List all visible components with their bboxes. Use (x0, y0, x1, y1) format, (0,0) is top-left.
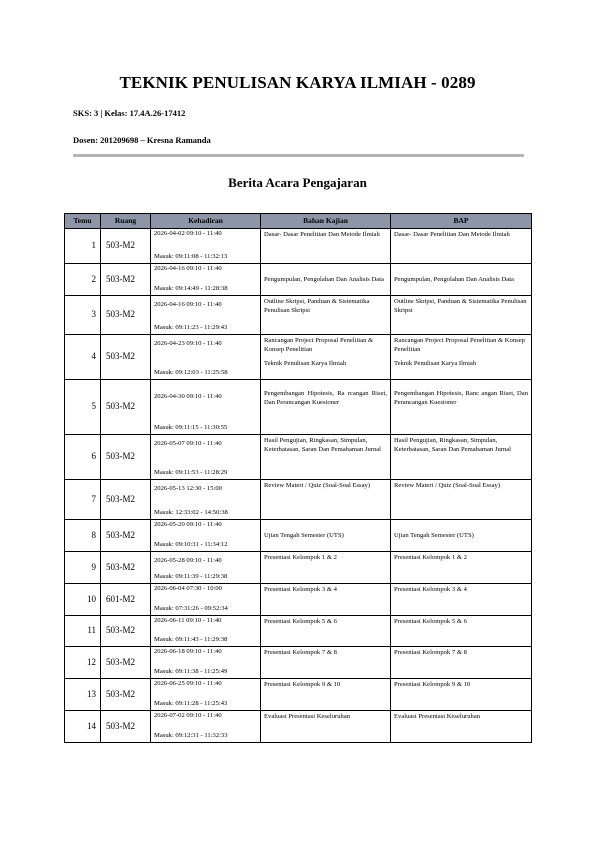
study-material: Hasil Pengujian, Ringkasan, Simpulan, Keterbatasan, Saran Dan Pemahaman Jurnal (261, 435, 391, 480)
room: 503-M2 (101, 264, 151, 296)
table-row (65, 552, 532, 584)
schedule-time: 2026-04-30 09:10 - 11:40 (154, 393, 222, 400)
bap-entry: Evaluasi Presentasi Keseluruhan (391, 711, 532, 743)
table-row (65, 711, 532, 743)
check-in-time: Masuk: 09:11:39 - 11:29:38 (154, 573, 228, 581)
check-in-time: Masuk: 09:14:49 - 11:28:38 (154, 285, 228, 293)
bap-entry (391, 264, 532, 296)
room: 503-M2 (101, 380, 151, 435)
bap-entry: Presentasi Kelompok 1 & 2 (391, 552, 532, 584)
schedule-time: 2026-04-23 09:10 - 11:40 (154, 340, 222, 347)
study-material (261, 264, 391, 296)
schedule-time: 2026-06-25 09:10 - 11:40 (154, 680, 222, 687)
column-header-bap: BAP (391, 214, 532, 229)
room: 503-M2 (101, 435, 151, 480)
study-material: Presentasi Kelompok 9 & 10 (261, 679, 391, 711)
table-row (65, 435, 532, 480)
attendance-cell (151, 679, 261, 711)
sks-class-line: SKS: 3 | Kelas: 17.4A.26-17412 (73, 108, 186, 118)
study-material: Evaluasi Presentasi Keseluruhan (261, 711, 391, 743)
bap-entry: Presentasi Kelompok 7 & 8 (391, 647, 532, 679)
room: 503-M2 (101, 335, 151, 380)
meeting-number: 13 (65, 679, 101, 711)
attendance-cell (151, 380, 261, 435)
room: 503-M2 (101, 552, 151, 584)
room: 503-M2 (101, 520, 151, 552)
check-in-time: Masuk: 09:11:28 - 11:25:43 (154, 700, 228, 708)
study-material: Presentasi Kelompok 3 & 4 (261, 584, 391, 616)
meeting-number: 5 (65, 380, 101, 435)
meeting-number: 9 (65, 552, 101, 584)
schedule-time: 2026-05-28 09:10 - 11:40 (154, 557, 222, 564)
check-in-time: Masuk: 09:11:43 - 11:29:38 (154, 636, 228, 644)
page-title: TEKNIK PENULISAN KARYA ILMIAH - 0289 (119, 73, 476, 92)
column-header-temu: Temu (65, 214, 101, 229)
study-material: Review Materi / Quiz (Soal-Soal Essay) (261, 480, 391, 520)
check-in-time: Masuk: 09:10:31 - 11:34:12 (154, 541, 228, 549)
attendance-cell (151, 480, 261, 520)
study-material: Presentasi Kelompok 5 & 6 (261, 616, 391, 647)
bap-entry-text: Pengumpulan, Pengolahan Dan Analisis Data (394, 276, 514, 283)
header-divider (73, 154, 524, 157)
check-in-time: Masuk: 09:11:08 - 11:32:13 (154, 253, 228, 261)
column-header-kehadiran: Kehadiran (151, 214, 261, 229)
study-material-text: Pengumpulan, Pengolahan Dan Analisis Data (264, 276, 384, 283)
study-material: Outline Skripsi, Panduan & Sistematika Penulisan Skripsi (261, 296, 391, 335)
meeting-number: 7 (65, 480, 101, 520)
table-row (65, 335, 532, 380)
attendance-cell (151, 264, 261, 296)
meeting-number: 14 (65, 711, 101, 743)
study-material: Presentasi Kelompok 7 & 8 (261, 647, 391, 679)
check-in-time: Masuk: 09:11:38 - 11:25:49 (154, 668, 228, 676)
bap-entry: Presentasi Kelompok 9 & 10 (391, 679, 532, 711)
attendance-cell (151, 229, 261, 264)
meeting-number: 11 (65, 616, 101, 647)
schedule-time: 2026-06-11 09:10 - 11:40 (154, 617, 222, 624)
room: 503-M2 (101, 229, 151, 264)
table-row (65, 380, 532, 435)
bap-entry-text: Rancangan Project Proposal Penelitian & Konsep Penelitian (394, 337, 525, 353)
meeting-number: 12 (65, 647, 101, 679)
bap-entry: Outline Skripsi, Panduan & Sistematika Penulisan Skripsi (391, 296, 532, 335)
attendance-cell (151, 520, 261, 552)
study-material: Ujian Tengah Semester (UTS) (261, 520, 391, 552)
attendance-cell (151, 335, 261, 380)
table-row (65, 647, 532, 679)
meeting-number: 3 (65, 296, 101, 335)
table-row (65, 616, 532, 647)
section-title: Berita Acara Pengajaran (228, 175, 367, 190)
table-row (65, 520, 532, 552)
study-material-text: Rancangan Project Proposal Penelitian & Konsep Penelitian (264, 337, 374, 353)
attendance-cell (151, 616, 261, 647)
study-material: Dasar- Dasar Penelitian Dan Metode Ilmiah (261, 229, 391, 264)
bap-entry: Presentasi Kelompok 3 & 4 (391, 584, 532, 616)
meeting-number: 1 (65, 229, 101, 264)
bap-entry-text-2: Teknik Penulisan Karya Ilmiah (394, 360, 477, 368)
room: 503-M2 (101, 480, 151, 520)
check-in-time: Masuk: 07:31:26 - 09:52:34 (154, 605, 228, 613)
schedule-time: 2026-05-20 09:10 - 11:40 (154, 521, 222, 528)
table-row (65, 584, 532, 616)
check-in-time: Masuk: 12:33:02 - 14:50:38 (154, 509, 228, 517)
table-row (65, 480, 532, 520)
meeting-number: 2 (65, 264, 101, 296)
meeting-number: 10 (65, 584, 101, 616)
meeting-number: 4 (65, 335, 101, 380)
schedule-time: 2026-07-02 09:10 - 11:40 (154, 712, 222, 719)
bap-entry (391, 335, 532, 380)
study-material-text-2: Teknik Penulisan Karya Ilmiah (264, 360, 347, 368)
attendance-cell (151, 647, 261, 679)
table-row (65, 264, 532, 296)
attendance-cell (151, 711, 261, 743)
check-in-time: Masuk: 09:12:31 - 11:32:33 (154, 732, 228, 740)
study-material: Presentasi Kelompok 1 & 2 (261, 552, 391, 584)
bap-entry: Review Materi / Quiz (Soal-Soal Essay) (391, 480, 532, 520)
bap-entry: Ujian Tengah Semester (UTS) (391, 520, 532, 552)
room: 503-M2 (101, 296, 151, 335)
study-material: Pengembangan Hipotesis, Ra rcangan Riset, Dan Perancangan Kuesioner (261, 380, 391, 435)
check-in-time: Masuk: 09:12:03 - 11:25:58 (154, 369, 228, 377)
check-in-time: Masuk: 09:11:23 - 11:29:43 (154, 324, 228, 332)
room: 503-M2 (101, 711, 151, 743)
room: 503-M2 (101, 647, 151, 679)
check-in-time: Masuk: 09:11:53 - 11:28:29 (154, 469, 228, 477)
meeting-number: 8 (65, 520, 101, 552)
bap-entry: Pengembangan Hipotesis, Ranc angan Riset, Dan Perancangan Kuesioner (391, 380, 532, 435)
column-header-bahan-kajian: Bahan Kajian (261, 214, 391, 229)
study-material (261, 335, 391, 380)
room: 601-M2 (101, 584, 151, 616)
schedule-time: 2026-05-07 09:10 - 11:40 (154, 440, 222, 447)
bap-entry: Hasil Pengujian, Ringkasan, Simpulan, Keterbatasan, Saran Dan Pemahaman Jurnal (391, 435, 532, 480)
lecturer-line: Dosen: 201209698 – Kresna Ramanda (73, 135, 211, 145)
room: 503-M2 (101, 679, 151, 711)
attendance-cell (151, 584, 261, 616)
column-header-ruang: Ruang (101, 214, 151, 229)
teaching-record-table (64, 213, 532, 743)
attendance-cell (151, 552, 261, 584)
bap-entry: Dasar- Dasar Penelitian Dan Metode Ilmiah (391, 229, 532, 264)
bap-entry: Presentasi Kelompok 5 & 6 (391, 616, 532, 647)
schedule-time: 2026-04-02 09:10 - 11:40 (154, 230, 222, 237)
table-row (65, 229, 532, 264)
table-row (65, 679, 532, 711)
attendance-cell (151, 296, 261, 335)
attendance-cell (151, 435, 261, 480)
schedule-time: 2026-06-04 07:30 - 10:00 (154, 585, 222, 592)
room: 503-M2 (101, 616, 151, 647)
check-in-time: Masuk: 09:11:15 - 11:30:55 (154, 424, 228, 432)
table-row (65, 296, 532, 335)
schedule-time: 2026-06-18 09:10 - 11:40 (154, 648, 222, 655)
table-header-row (65, 214, 532, 229)
schedule-time: 2026-05-13 12:30 - 15:00 (154, 485, 222, 492)
schedule-time: 2026-04-16 09:10 - 11:40 (154, 301, 222, 308)
meeting-number: 6 (65, 435, 101, 480)
schedule-time: 2026-04-16 09:10 - 11:40 (154, 265, 222, 272)
